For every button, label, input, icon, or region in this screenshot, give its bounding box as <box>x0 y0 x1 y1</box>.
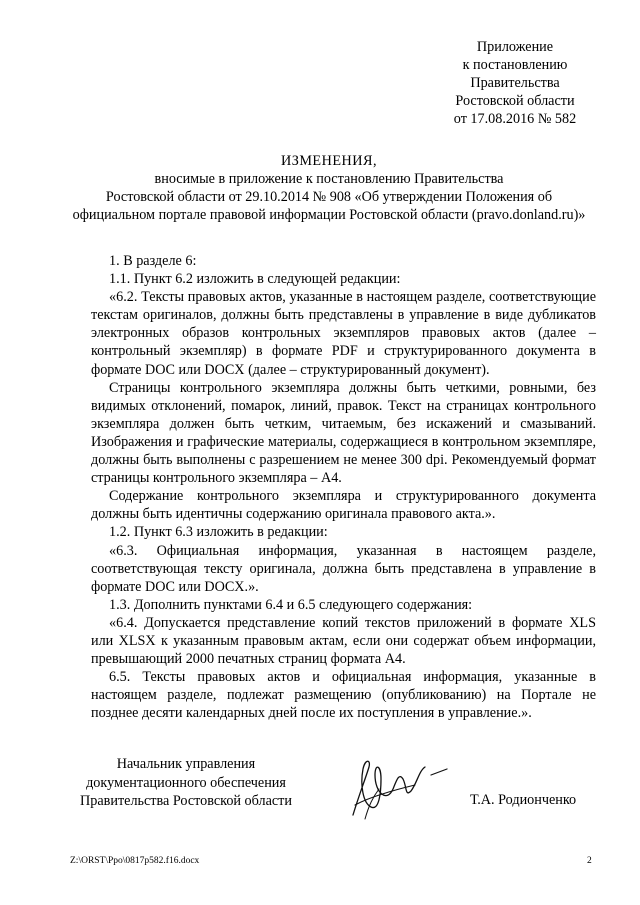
title-line: вносимые в приложение к постановлению Правительства <box>154 171 504 187</box>
title-heading: ИЗМЕНЕНИЯ, <box>280 153 378 169</box>
paragraph: «6.4. Допускается представление копий текстов приложений в формате XLS или XLSX к указанным правовым актам, если они содержат объем информации, превышающий 2000 печатных страниц формата А4. <box>91 614 596 668</box>
handwritten-signature <box>335 745 455 825</box>
paragraph: 1.1. Пункт 6.2 изложить в следующей редакции: <box>109 271 401 288</box>
paragraph: Содержание контрольного экземпляра и структурированного документа должны быть идентичны содержанию оригинала правового акта.». <box>91 488 596 523</box>
paragraph: «6.3. Официальная информация, указанная в настоящем разделе, соответствующая тексту оригинала, должна быть представлена в управление в формате DOC или DOCX.». <box>91 542 596 595</box>
document-title <box>60 152 598 224</box>
paragraph: 1. В разделе 6: <box>109 253 197 269</box>
approval-line: от 17.08.2016 № 582 <box>453 111 577 127</box>
approval-line: Правительства <box>470 75 560 91</box>
title-line: официальном портале правовой информации Ростовской области (pravo.donland.ru)» <box>72 207 586 223</box>
approval-line: Приложение <box>476 39 554 55</box>
approval-stamp <box>430 38 600 128</box>
approval-line: к постановлению <box>462 57 568 73</box>
footer-file-path: Z:\ORST\Ppo\0817p582.f16.docx <box>70 856 200 866</box>
document-body <box>91 252 596 722</box>
paragraph: 6.5. Тексты правовых актов и официальная информация, указанные в настоящем разделе, подлежат размещению (опубликованию) на Портале не позднее десяти календарных дней после их поступления в управление.». <box>91 669 596 722</box>
paragraph: «6.2. Тексты правовых актов, указанные в настоящем разделе, соответствующие текстам оригиналов, должны быть представлены в управление в виде дубликатов электронных образов контрольных экземпляров правовых актов (далее – контрольный экземпляр) в формате PDF и структурированного документа в формате DOC или DOCX (далее – структурированный документ). <box>91 289 596 378</box>
page-number: 2 <box>587 856 592 866</box>
signer-name: Т.А. Родионченко <box>470 792 577 808</box>
paragraph: 1.3. Дополнить пунктами 6.4 и 6.5 следующего содержания: <box>109 596 473 613</box>
title-line: Ростовской области от 29.10.2014 № 908 «Об утверждении Положения об <box>105 189 553 205</box>
signer-position-line: Правительства Ростовской области <box>80 793 292 809</box>
signer-position-line: Начальник управления <box>116 756 256 772</box>
paragraph: 1.2. Пункт 6.3 изложить в редакции: <box>109 524 328 541</box>
approval-line: Ростовской области <box>455 93 575 109</box>
paragraph: Страницы контрольного экземпляра должны быть четкими, ровными, без видимых отклонений, помарок, линий, правок. Текст на страницах контрольного экземпляра должен быть четким, читаемым, без искажений и смазываний. Изображения и графические материалы, содержащиеся в контрольном экземпляре, должны быть выполнены с разрешением не менее 300 dpi. Рекомендуемый формат страницы контрольного экземпляра – А4. <box>91 379 596 487</box>
signer-position <box>66 755 306 811</box>
signer-position-line: документационного обеспечения <box>86 774 286 791</box>
